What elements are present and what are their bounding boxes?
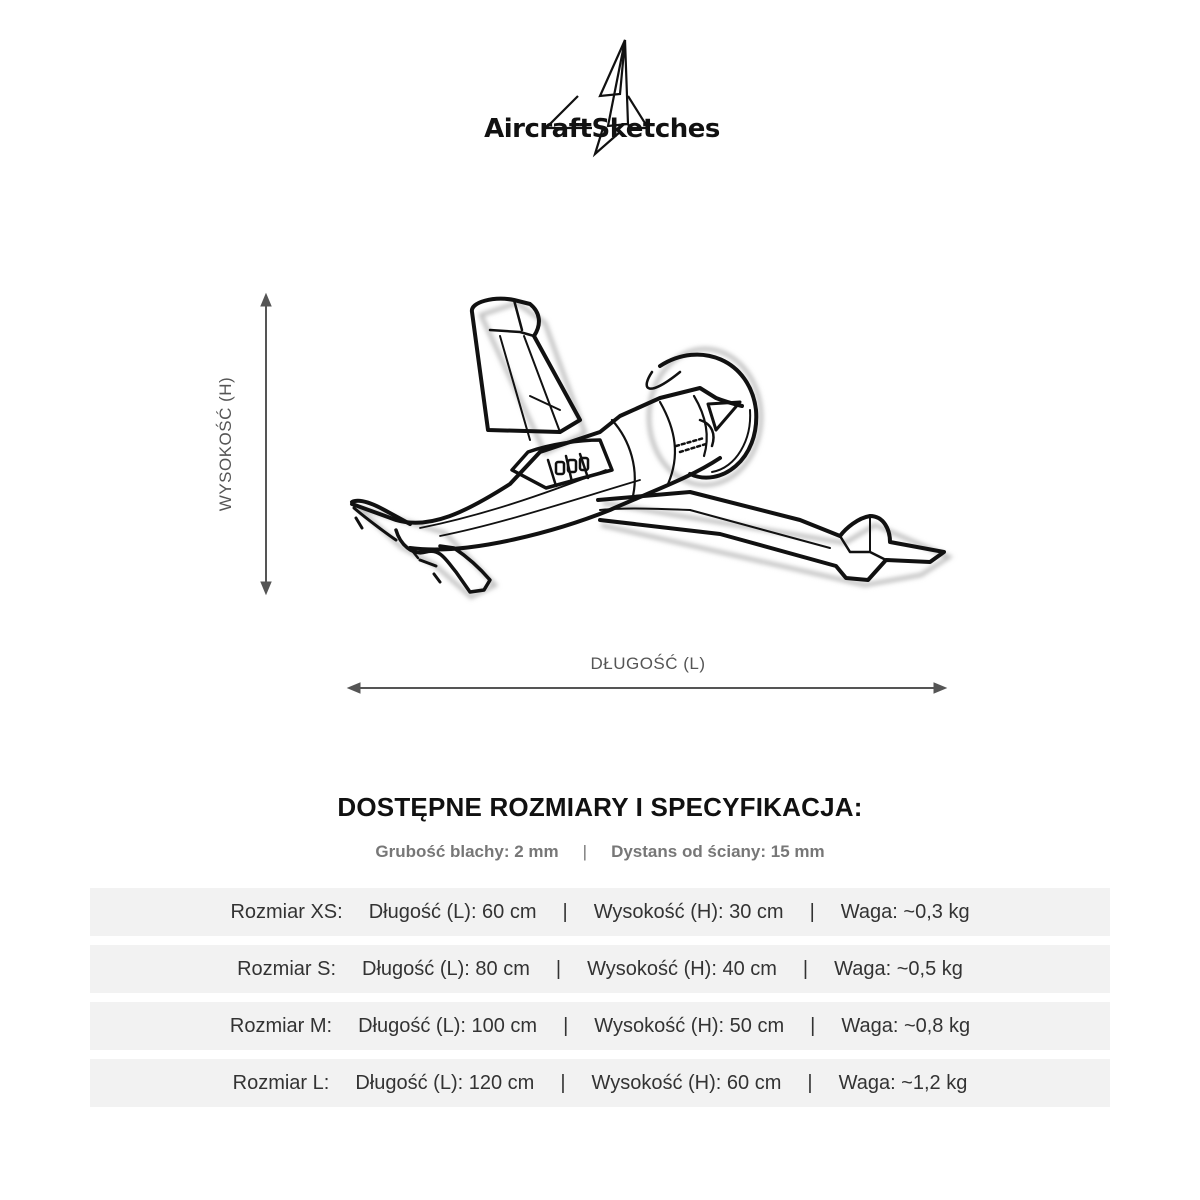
size-name: Rozmiar XS: — [230, 900, 343, 923]
size-height: Wysokość (H): 60 cm — [591, 1071, 782, 1094]
size-length: Długość (L): 120 cm — [355, 1071, 535, 1094]
wall-distance: Dystans od ściany: 15 mm — [611, 842, 825, 861]
size-row-l — [90, 1059, 1110, 1107]
size-weight: Waga: ~0,5 kg — [834, 957, 963, 980]
separator: | — [807, 1071, 813, 1094]
height-arrow — [261, 294, 271, 594]
separator: | — [555, 957, 562, 980]
size-weight: Waga: ~1,2 kg — [838, 1071, 968, 1094]
separator: | — [802, 957, 809, 980]
aircraft-line-art — [352, 299, 944, 592]
separator: | — [563, 1014, 569, 1037]
size-height: Wysokość (H): 50 cm — [594, 1014, 785, 1037]
separator: | — [809, 900, 815, 923]
size-row-s — [90, 945, 1110, 993]
logo-text: AircraftSketches — [484, 114, 720, 144]
size-name: Rozmiar L: — [232, 1071, 330, 1094]
size-row-m — [90, 1002, 1110, 1050]
size-length: Długość (L): 60 cm — [368, 900, 537, 923]
size-weight: Waga: ~0,3 kg — [840, 900, 970, 923]
size-height: Wysokość (H): 30 cm — [593, 900, 784, 923]
size-name: Rozmiar M: — [229, 1014, 333, 1037]
size-table — [90, 888, 1110, 1116]
length-arrow — [348, 683, 946, 693]
size-name: Rozmiar S: — [237, 957, 337, 980]
separator: | — [810, 1014, 816, 1037]
size-weight: Waga: ~0,8 kg — [841, 1014, 971, 1037]
height-label: WYSOKOŚĆ (H) — [216, 376, 235, 512]
separator: | — [562, 900, 568, 923]
length-label: DŁUGOŚĆ (L) — [590, 654, 706, 673]
size-height: Wysokość (H): 40 cm — [587, 957, 777, 980]
size-length: Długość (L): 80 cm — [362, 957, 530, 980]
specs-title: DOSTĘPNE ROZMIARY I SPECYFIKACJA: — [337, 792, 863, 822]
separator: | — [560, 1071, 566, 1094]
separator: | — [582, 842, 588, 861]
size-length: Długość (L): 100 cm — [358, 1014, 538, 1037]
specs-subtitle — [0, 842, 1200, 862]
size-row-xs — [90, 888, 1110, 936]
sheet-thickness: Grubość blachy: 2 mm — [375, 842, 559, 861]
